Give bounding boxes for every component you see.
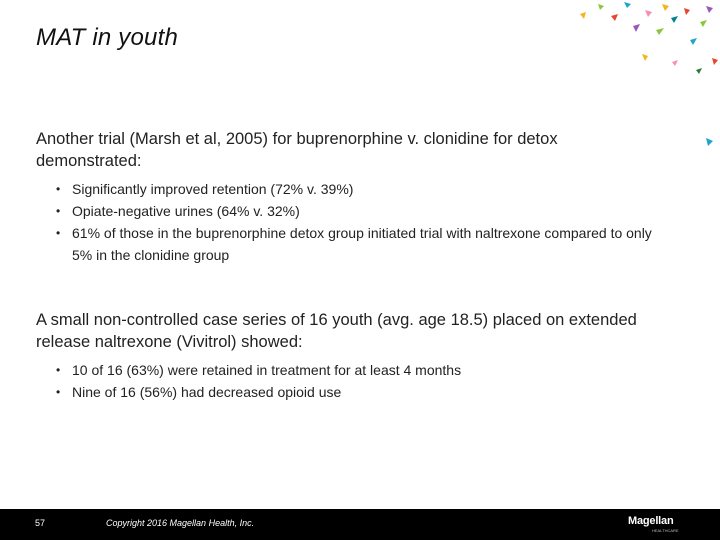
slide-title: MAT in youth	[36, 24, 179, 51]
bullet-icon: •	[56, 226, 61, 240]
list-item	[54, 381, 654, 403]
confetti-piece	[656, 28, 664, 35]
intro-paragraph-case-series: A small non-controlled case series of 16 youth (avg. age 18.5) placed on extended release naltrexone (Vivitrol) showed:	[36, 311, 637, 351]
confetti-piece	[662, 4, 669, 11]
confetti-piece	[624, 2, 631, 8]
footer-bar	[0, 509, 720, 540]
confetti-piece	[598, 4, 604, 10]
confetti-piece	[706, 6, 713, 13]
confetti-piece	[642, 54, 648, 61]
confetti-piece	[684, 8, 690, 15]
bullet-icon: •	[56, 204, 61, 218]
copyright-text: Copyright 2016 Magellan Health, Inc.	[106, 518, 255, 528]
confetti-piece	[671, 16, 678, 23]
case-series-results-list	[54, 359, 654, 403]
confetti-piece	[633, 24, 640, 32]
confetti-piece	[712, 58, 718, 65]
bullet-icon: •	[56, 363, 61, 377]
confetti-piece	[696, 68, 702, 74]
list-item-text: Opiate-negative urines (64% v. 32%)	[72, 203, 300, 219]
list-item-text: 10 of 16 (63%) were retained in treatment for at least 4 months	[72, 362, 462, 378]
list-item-text: 61% of those in the buprenorphine detox group initiated trial with naltrexone compared to only 5% in the clonidine group	[72, 225, 652, 263]
page-number: 57	[35, 518, 46, 528]
list-item	[54, 200, 654, 222]
list-item	[54, 178, 654, 200]
magellan-logo: Magellan	[628, 515, 674, 527]
confetti-piece	[645, 10, 652, 17]
list-item	[54, 359, 654, 381]
confetti-piece	[611, 14, 618, 21]
list-item-text: Nine of 16 (56%) had decreased opioid use	[72, 384, 342, 400]
confetti-piece	[700, 20, 707, 27]
confetti-piece	[706, 138, 713, 146]
bullet-icon: •	[56, 182, 61, 196]
confetti-piece	[690, 38, 697, 45]
bullet-icon: •	[56, 385, 61, 399]
list-item	[54, 222, 654, 266]
list-item-text: Significantly improved retention (72% v. 39%)	[72, 181, 354, 197]
trial-results-list	[54, 178, 654, 266]
confetti-piece	[580, 12, 586, 19]
magellan-logo-subtext: HEALTHCARE	[652, 528, 679, 533]
confetti-piece	[672, 60, 678, 66]
intro-paragraph-trial: Another trial (Marsh et al, 2005) for buprenorphine v. clonidine for detox demonstrated:	[36, 130, 558, 170]
